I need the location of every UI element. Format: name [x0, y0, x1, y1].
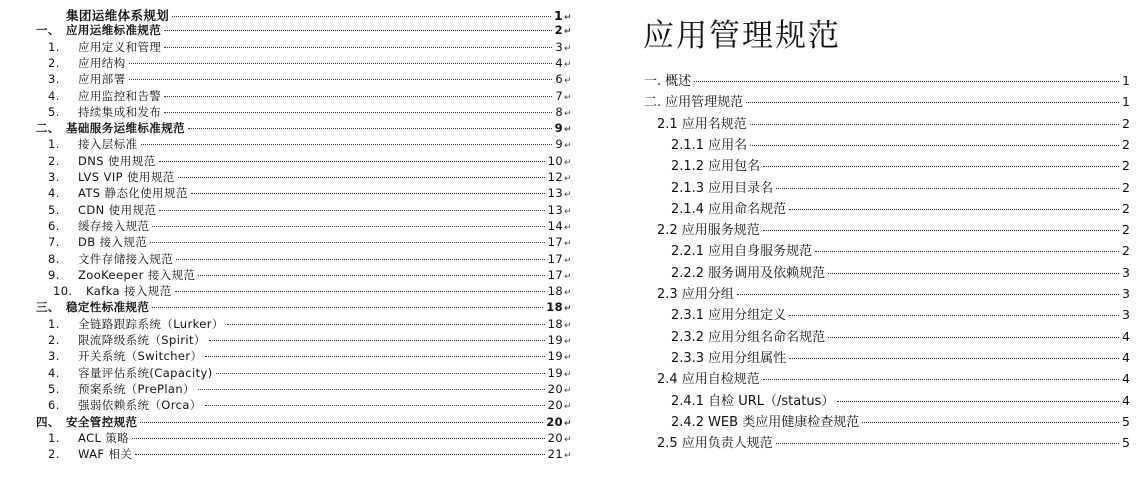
toc-entry-number: 7. — [48, 235, 60, 250]
toc-entry-page-number: 17 — [547, 235, 564, 250]
toc-entry-number: 8. — [48, 251, 60, 266]
toc-entry[interactable] — [671, 411, 1130, 429]
paragraph-mark-icon: ↵ — [564, 206, 572, 217]
toc-entry-title: 应用名规范 — [681, 116, 747, 132]
toc-entry-title: WEB 类应用健康检查规范 — [708, 414, 860, 430]
toc-entry-page-number: 10 — [547, 153, 564, 168]
toc-entry-number: 3. — [48, 170, 60, 184]
toc-entry[interactable] — [18, 88, 572, 104]
dot-leader — [176, 259, 544, 260]
toc-entry-page-number: 4 — [1122, 349, 1130, 365]
toc-entry-page-number: 2 — [1122, 243, 1130, 259]
paragraph-mark-icon: ↵ — [564, 271, 572, 282]
toc-entry-title: 应用定义和管理 — [78, 39, 162, 54]
toc-entry-title: 预案系统（PrePlan） — [78, 381, 195, 396]
toc-entry-title: 安全管控规范 — [66, 414, 138, 429]
toc-entry[interactable] — [18, 414, 572, 430]
toc-entry-page-number: 18 — [546, 300, 564, 315]
toc-entry-title: ATS 静态化使用规范 — [78, 186, 188, 201]
dot-leader — [828, 273, 1119, 274]
toc-entry-page-number: 17 — [547, 267, 564, 282]
toc-entry[interactable] — [671, 155, 1130, 173]
toc-entry-title: 稳定性标准规范 — [66, 300, 150, 315]
paragraph-mark-icon: ↵ — [564, 27, 572, 38]
dot-leader — [198, 389, 545, 390]
dot-leader — [209, 340, 545, 341]
toc-entry[interactable] — [644, 70, 1130, 88]
paragraph-mark-icon: ↵ — [564, 13, 572, 23]
dot-leader — [737, 294, 1119, 295]
toc-entry[interactable] — [18, 332, 572, 348]
paragraph-mark-icon: ↵ — [564, 418, 572, 429]
paragraph-mark-icon: ↵ — [564, 59, 572, 70]
dot-leader — [164, 96, 552, 97]
toc-entry-title: CDN 使用规范 — [78, 202, 157, 217]
dot-leader — [150, 242, 544, 243]
toc-entry-page-number: 19 — [547, 349, 564, 364]
toc-entry-title: 应用监控和告警 — [78, 88, 162, 103]
toc-entry-title: 文件存储接入规范 — [78, 251, 174, 266]
toc-entry-title: 应用自检规范 — [681, 372, 760, 388]
toc-entry-title: 限流降级系统（Spirit） — [78, 333, 206, 347]
paragraph-mark-icon: ↵ — [564, 190, 572, 201]
dot-leader — [159, 161, 545, 162]
toc-entry[interactable] — [18, 6, 572, 22]
toc-entry-number: 二. — [644, 95, 662, 111]
document-heading: 应用管理规范 — [643, 18, 841, 54]
toc-entry-page-number: 14 — [547, 218, 564, 233]
dot-leader — [152, 226, 544, 227]
toc-entry[interactable] — [18, 185, 572, 201]
paragraph-mark-icon: ↵ — [564, 320, 572, 331]
paragraph-mark-icon: ↵ — [564, 369, 572, 380]
paragraph-mark-icon: ↵ — [564, 304, 572, 315]
toc-entry-title: 全链路跟踪系统（Lurker） — [78, 316, 224, 331]
toc-entry-number: 6. — [48, 218, 60, 233]
toc-entry-number: 一、 — [36, 23, 60, 38]
toc-entry-title: 容量评估系统(Capacity) — [78, 365, 213, 380]
toc-entry[interactable] — [671, 262, 1130, 280]
dot-leader — [205, 405, 545, 406]
paragraph-mark-icon: ↵ — [564, 288, 572, 299]
toc-entry-page-number: 8 — [555, 104, 564, 119]
toc-entry[interactable] — [18, 218, 572, 234]
toc-entry-number: 2.1.4 — [671, 201, 705, 217]
toc-entry-page-number: 2 — [1122, 136, 1130, 152]
toc-entry-page-number: 1 — [1122, 94, 1130, 110]
toc-entry-number: 2.3.1 — [671, 308, 705, 324]
toc-entry[interactable] — [18, 234, 572, 250]
toc-entry[interactable] — [657, 113, 1130, 131]
toc-entry-title: 集团运维体系规划 — [66, 8, 170, 23]
dot-leader — [129, 79, 553, 80]
toc-entry-title: 接入层标准 — [78, 137, 138, 152]
dot-leader — [178, 177, 545, 178]
toc-entry-page-number: 2 — [1122, 115, 1130, 131]
toc-entry[interactable] — [18, 365, 572, 381]
toc-entry-number: 2.2.1 — [671, 244, 705, 260]
toc-entry-page-number: 4 — [1122, 328, 1130, 344]
toc-entry-title: 自检 URL（/status） — [708, 393, 835, 409]
toc-entry[interactable] — [18, 120, 572, 136]
paragraph-mark-icon: ↵ — [564, 353, 572, 364]
toc-entry-title: Kafka 接入规范 — [86, 284, 172, 299]
dot-leader — [132, 438, 544, 439]
toc-entry-title: ZooKeeper 接入规范 — [78, 267, 196, 282]
paragraph-mark-icon: ↵ — [564, 43, 572, 54]
toc-entry-title: DNS 使用规范 — [78, 153, 156, 168]
toc-entry-title: 应用结构 — [78, 55, 126, 70]
toc-entry[interactable] — [657, 368, 1130, 386]
toc-entry-page-number: 19 — [547, 365, 564, 380]
toc-entry-number: 2.3.2 — [671, 329, 705, 345]
toc-entry[interactable] — [671, 347, 1130, 365]
toc-entry[interactable] — [671, 240, 1130, 258]
toc-entry-page-number: 2 — [1122, 179, 1130, 195]
paragraph-mark-icon: ↵ — [564, 222, 572, 233]
toc-entry-number: 二、 — [36, 121, 60, 136]
toc-entry[interactable] — [644, 91, 1130, 109]
toc-entry-number: 4. — [48, 186, 60, 201]
toc-entry-title: 开关系统（Switcher） — [78, 349, 203, 364]
toc-entry[interactable] — [671, 304, 1130, 322]
dot-leader — [862, 422, 1119, 423]
toc-entry-title: 应用负责人规范 — [681, 436, 773, 452]
toc-entry-number: 5. — [48, 202, 60, 217]
toc-entry[interactable] — [18, 202, 572, 218]
toc-entry-page-number: 13 — [547, 202, 564, 217]
toc-entry-title: 应用自身服务规范 — [708, 244, 813, 260]
toc-entry-page-number: 3 — [1122, 264, 1130, 280]
dot-leader — [776, 188, 1119, 189]
toc-entry-page-number: 2 — [1122, 158, 1130, 174]
toc-entry-page-number: 4 — [555, 55, 564, 70]
paragraph-mark-icon: ↵ — [564, 92, 572, 103]
toc-entry-title: 应用目录名 — [708, 180, 774, 196]
toc-entry-page-number: 20 — [546, 414, 564, 429]
dot-leader — [763, 379, 1119, 380]
toc-entry-title: 应用分组 — [681, 287, 734, 302]
toc-entry-page-number: 9 — [554, 121, 564, 136]
toc-entry-number: 2.1.1 — [671, 137, 705, 153]
toc-entry-number: 4. — [48, 365, 60, 380]
dot-leader — [152, 307, 543, 308]
paragraph-mark-icon: ↵ — [564, 255, 572, 266]
dot-leader — [227, 324, 545, 325]
toc-entry[interactable] — [18, 397, 572, 413]
dot-leader — [198, 275, 544, 276]
dot-leader — [175, 291, 545, 292]
paragraph-mark-icon: ↵ — [564, 76, 572, 87]
toc-entry[interactable] — [671, 177, 1130, 195]
toc-entry-number: 6. — [48, 398, 60, 413]
toc-entry[interactable] — [18, 251, 572, 267]
dot-leader — [140, 422, 543, 423]
dot-leader — [141, 144, 553, 145]
dot-leader — [750, 145, 1119, 146]
paragraph-mark-icon: ↵ — [564, 174, 572, 184]
toc-entry[interactable] — [18, 136, 572, 152]
toc-entry[interactable] — [18, 22, 572, 38]
toc-entry[interactable] — [657, 283, 1130, 301]
toc-entry-page-number: 1 — [553, 8, 564, 23]
toc-entry[interactable] — [18, 71, 572, 87]
toc-entry-title: WAF 相关 — [78, 447, 133, 462]
toc-entry-number: 四、 — [36, 414, 60, 429]
toc-entry[interactable] — [18, 153, 572, 169]
dot-leader — [216, 373, 545, 374]
dot-leader — [763, 230, 1119, 231]
dot-leader — [188, 128, 552, 129]
dot-leader — [828, 337, 1119, 338]
toc-entry[interactable] — [18, 430, 572, 446]
toc-entry-title: 应用运维标准规范 — [66, 23, 162, 38]
dot-leader — [135, 454, 544, 455]
toc-entry-number: 1. — [48, 430, 60, 445]
toc-entry[interactable] — [18, 316, 572, 332]
paragraph-mark-icon: ↵ — [564, 434, 572, 445]
toc-entry-number: 2.5 — [657, 436, 678, 452]
dot-leader — [815, 251, 1119, 252]
toc-entry-number: 2. — [48, 447, 60, 462]
toc-entry-title: DB 接入规范 — [78, 235, 148, 250]
toc-entry-page-number: 20 — [547, 398, 564, 413]
paragraph-mark-icon: ↵ — [564, 451, 572, 462]
toc-entry-page-number: 4 — [1122, 371, 1130, 387]
toc-entry-number: 9. — [48, 267, 60, 282]
toc-entry-page-number: 3 — [1122, 307, 1130, 323]
toc-entry-page-number: 2 — [554, 23, 564, 38]
toc-entry-number: 2.1 — [657, 116, 678, 132]
toc-entry-title: 缓存接入规范 — [78, 218, 150, 233]
toc-entry-number: 1. — [48, 316, 60, 331]
toc-entry-page-number: 4 — [1122, 392, 1130, 408]
toc-entry-page-number: 20 — [547, 430, 564, 445]
toc-entry-number: 3. — [48, 72, 60, 87]
paragraph-mark-icon: ↵ — [564, 239, 572, 250]
toc-entry-number: 10. — [53, 284, 73, 299]
dot-leader — [164, 112, 552, 113]
dot-leader — [694, 81, 1119, 82]
toc-entry[interactable] — [18, 446, 572, 462]
toc-entry-number: 3. — [48, 349, 60, 364]
paragraph-mark-icon: ↵ — [564, 337, 572, 347]
toc-entry[interactable] — [671, 198, 1130, 216]
toc-entry-title: LVS VIP 使用规范 — [78, 170, 175, 184]
toc-entry-number: 4. — [48, 88, 60, 103]
paragraph-mark-icon: ↵ — [564, 385, 572, 396]
toc-entry-title: 基础服务运维标准规范 — [66, 121, 185, 136]
toc-entry-page-number: 2 — [1122, 200, 1130, 216]
toc-entry-title: 持续集成和发布 — [78, 104, 162, 119]
dot-leader — [159, 210, 544, 211]
toc-entry[interactable] — [18, 283, 572, 299]
paragraph-mark-icon: ↵ — [564, 157, 572, 168]
toc-entry-number: 三、 — [36, 300, 60, 315]
dot-leader — [172, 16, 551, 17]
toc-entry-title: 应用管理规范 — [665, 95, 744, 111]
toc-entry-page-number: 5 — [1122, 413, 1130, 429]
toc-entry-title: 应用分组定义 — [708, 308, 787, 324]
toc-entry-page-number: 19 — [547, 333, 564, 347]
dot-leader — [164, 30, 551, 31]
toc-entry-title: 服务调用及依赖规范 — [708, 265, 826, 281]
toc-entry-title: 应用命名规范 — [708, 201, 787, 217]
toc-entry-page-number: 6 — [555, 72, 564, 87]
toc-entry[interactable] — [657, 219, 1130, 237]
dot-leader — [129, 63, 553, 64]
toc-entry-number: 2.2 — [657, 223, 678, 239]
toc-entry-title: 应用分组属性 — [708, 350, 787, 366]
toc-entry[interactable] — [671, 326, 1130, 344]
toc-entry-number: 2. — [48, 153, 60, 168]
paragraph-mark-icon: ↵ — [564, 141, 572, 152]
toc-entry-page-number: 2 — [1122, 222, 1130, 238]
toc-entry-page-number: 18 — [547, 284, 564, 299]
toc-entry-number: 一. — [644, 74, 662, 89]
toc-entry-number: 1. — [48, 137, 60, 152]
right-toc-panel — [600, 0, 1140, 478]
toc-entry-page-number: 12 — [547, 170, 564, 184]
dot-leader — [164, 47, 552, 48]
toc-entry-page-number: 7 — [555, 88, 564, 103]
toc-entry-page-number: 13 — [547, 186, 564, 201]
toc-entry-number: 1. — [48, 39, 60, 54]
dot-leader — [776, 443, 1119, 444]
dot-leader — [746, 102, 1119, 103]
dot-leader — [789, 358, 1119, 359]
toc-entry-page-number: 1 — [1122, 73, 1130, 88]
toc-entry-number: 5. — [48, 104, 60, 119]
toc-entry[interactable] — [18, 299, 572, 315]
paragraph-mark-icon: ↵ — [564, 125, 572, 136]
toc-entry-page-number: 17 — [547, 251, 564, 266]
paragraph-mark-icon: ↵ — [564, 402, 572, 413]
toc-entry-number: 2.3.3 — [671, 350, 705, 366]
toc-entry-title: 应用部署 — [78, 72, 126, 87]
toc-entry-title: 概述 — [665, 74, 692, 89]
toc-entry-number: 2.4.1 — [671, 393, 705, 409]
toc-entry-number: 5. — [48, 381, 60, 396]
toc-entry[interactable] — [18, 381, 572, 397]
toc-entry-number: 2.1.3 — [671, 180, 705, 196]
paragraph-mark-icon: ↵ — [564, 108, 572, 119]
toc-entry-title: 强弱依赖系统（Orca） — [78, 398, 202, 413]
toc-entry-title: 应用分组名命名规范 — [708, 329, 826, 345]
toc-entry-page-number: 5 — [1122, 435, 1130, 451]
toc-entry-page-number: 3 — [555, 39, 564, 54]
toc-entry-number: 2. — [48, 333, 60, 347]
toc-entry[interactable] — [18, 348, 572, 364]
toc-entry-number: 2.3 — [657, 287, 678, 302]
dot-leader — [789, 209, 1119, 210]
dot-leader — [763, 166, 1119, 167]
toc-entry-title: 应用名 — [708, 137, 748, 153]
toc-entry[interactable] — [18, 39, 572, 55]
toc-entry-number: 2.4.2 — [671, 414, 705, 430]
toc-entry-title: 应用服务规范 — [681, 223, 760, 239]
toc-entry-title: 应用包名 — [708, 159, 761, 175]
toc-entry-page-number: 21 — [547, 447, 564, 462]
dot-leader — [191, 193, 545, 194]
toc-entry-number: 2.1.2 — [671, 159, 705, 175]
toc-entry-page-number: 3 — [1122, 286, 1130, 301]
toc-entry-title: ACL 策略 — [78, 430, 130, 445]
toc-entry[interactable] — [671, 390, 1130, 408]
toc-entry-page-number: 18 — [547, 316, 564, 331]
toc-entry-page-number: 20 — [547, 381, 564, 396]
toc-entry-number: 2.4 — [657, 372, 678, 388]
dot-leader — [789, 315, 1119, 316]
toc-entry[interactable] — [18, 55, 572, 71]
toc-entry-page-number: 9 — [555, 137, 564, 152]
toc-entry[interactable] — [671, 134, 1130, 152]
toc-entry[interactable] — [18, 104, 572, 120]
toc-entry[interactable] — [657, 432, 1130, 450]
toc-entry-number: 2. — [48, 55, 60, 70]
dot-leader — [205, 356, 544, 357]
dot-leader — [750, 124, 1119, 125]
toc-entry[interactable] — [18, 169, 572, 185]
toc-entry-number: 2.2.2 — [671, 265, 705, 281]
toc-entry[interactable] — [18, 267, 572, 283]
dot-leader — [837, 401, 1119, 402]
